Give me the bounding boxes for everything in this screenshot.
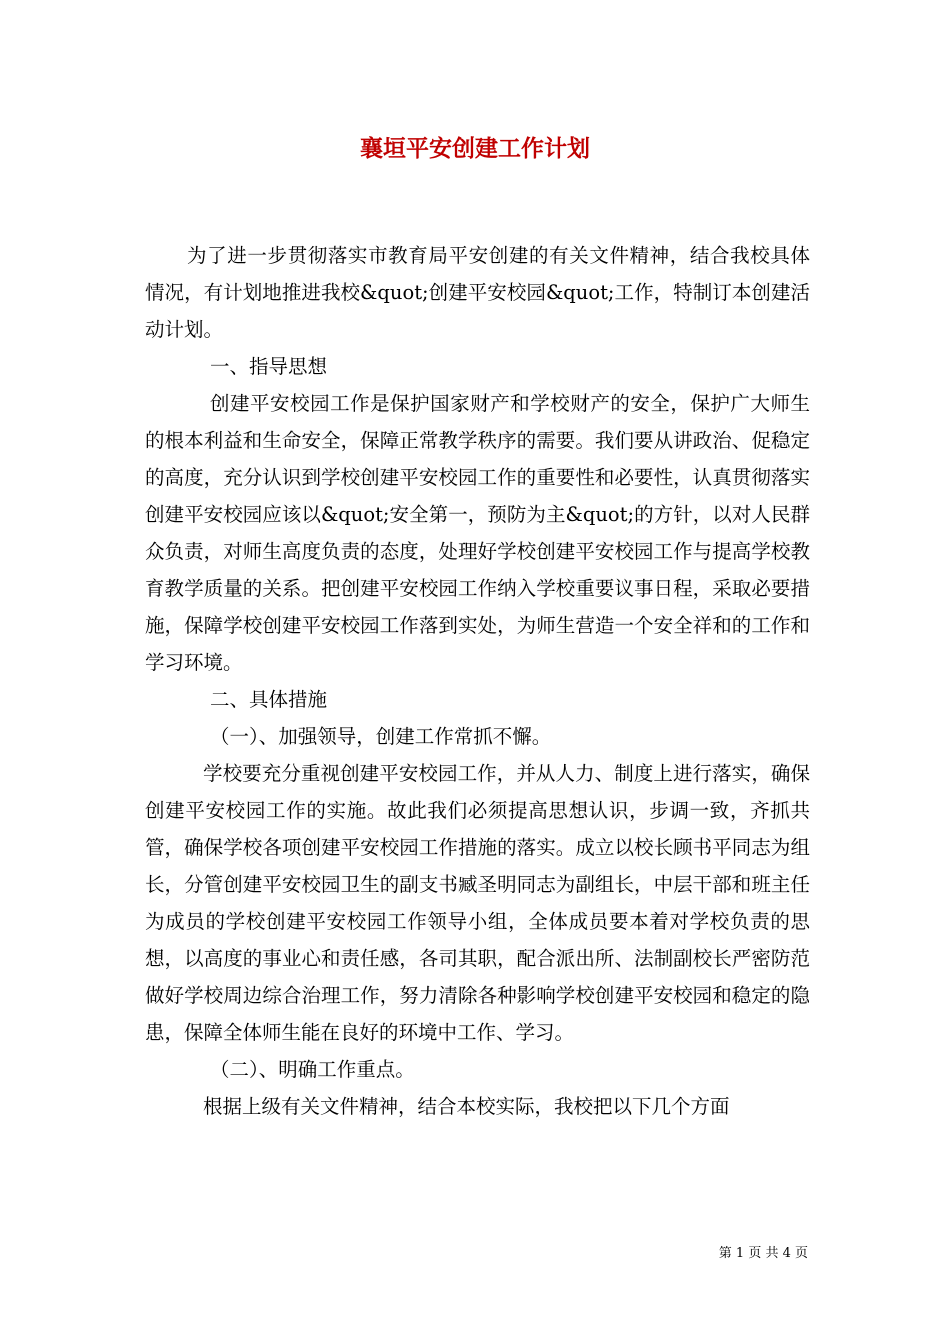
intro-paragraph: 为了进一步贯彻落实市教育局平安创建的有关文件精神，结合我校具体情况，有计划地推进我校&quot;创建平安校园&quot;工作，特制订本创建活动计划。	[145, 244, 810, 341]
section-heading-measures: 二、具体措施	[210, 688, 328, 711]
guiding-ideology-paragraph: 创建平安校园工作是保护国家财产和学校财产的安全，保护广大师生的根本利益和生命安全，保障正常教学秩序的需要。我们要从讲政治、促稳定的高度，充分认识到学校创建平安校园工作的重要性和必要性，认真贯彻落实创建平安校园应该以&quot;安全第一，预防为主&quot;的方针，以对人民群众负责，对师生高度负责的态度，处理好学校创建平安校园工作与提高学校教育教学质量的关系。把创建平安校园工作纳入学校重要议事日程，采取必要措施，保障学校创建平安校园工作落到实处，为师生营造一个安全祥和的工作和学习环境。	[145, 392, 810, 674]
document-title: 襄垣平安创建工作计划	[360, 135, 590, 162]
leadership-paragraph: 学校要充分重视创建平安校园工作，并从人力、制度上进行落实，确保创建平安校园工作的实施。故此我们必须提高思想认识，步调一致，齐抓共管，确保学校各项创建平安校园工作措施的落实。成立以校长顾书平同志为组长，分管创建平安校园卫生的副支书臧圣明同志为副组长，中层干部和班主任为成员的学校创建平安校园工作领导小组，全体成员要本着对学校负责的思想，以高度的事业心和责任感，各司其职，配合派出所、法制副校长严密防范做好学校周边综合治理工作，努力清除各种影响学校创建平安校园和稳定的隐患，保障全体师生能在良好的环境中工作、学习。	[145, 762, 810, 1044]
subsection-heading-key-work: （二）、明确工作重点。	[210, 1058, 415, 1081]
key-work-paragraph: 根据上级有关文件精神，结合本校实际，我校把以下几个方面	[203, 1095, 730, 1118]
section-heading-guiding-ideology: 一、指导思想	[210, 355, 328, 378]
document-body	[145, 237, 810, 1125]
page-indicator: 第 1 页 共 4 页	[718, 1246, 808, 1261]
subsection-heading-leadership: （一）、加强领导，创建工作常抓不懈。	[210, 725, 552, 748]
